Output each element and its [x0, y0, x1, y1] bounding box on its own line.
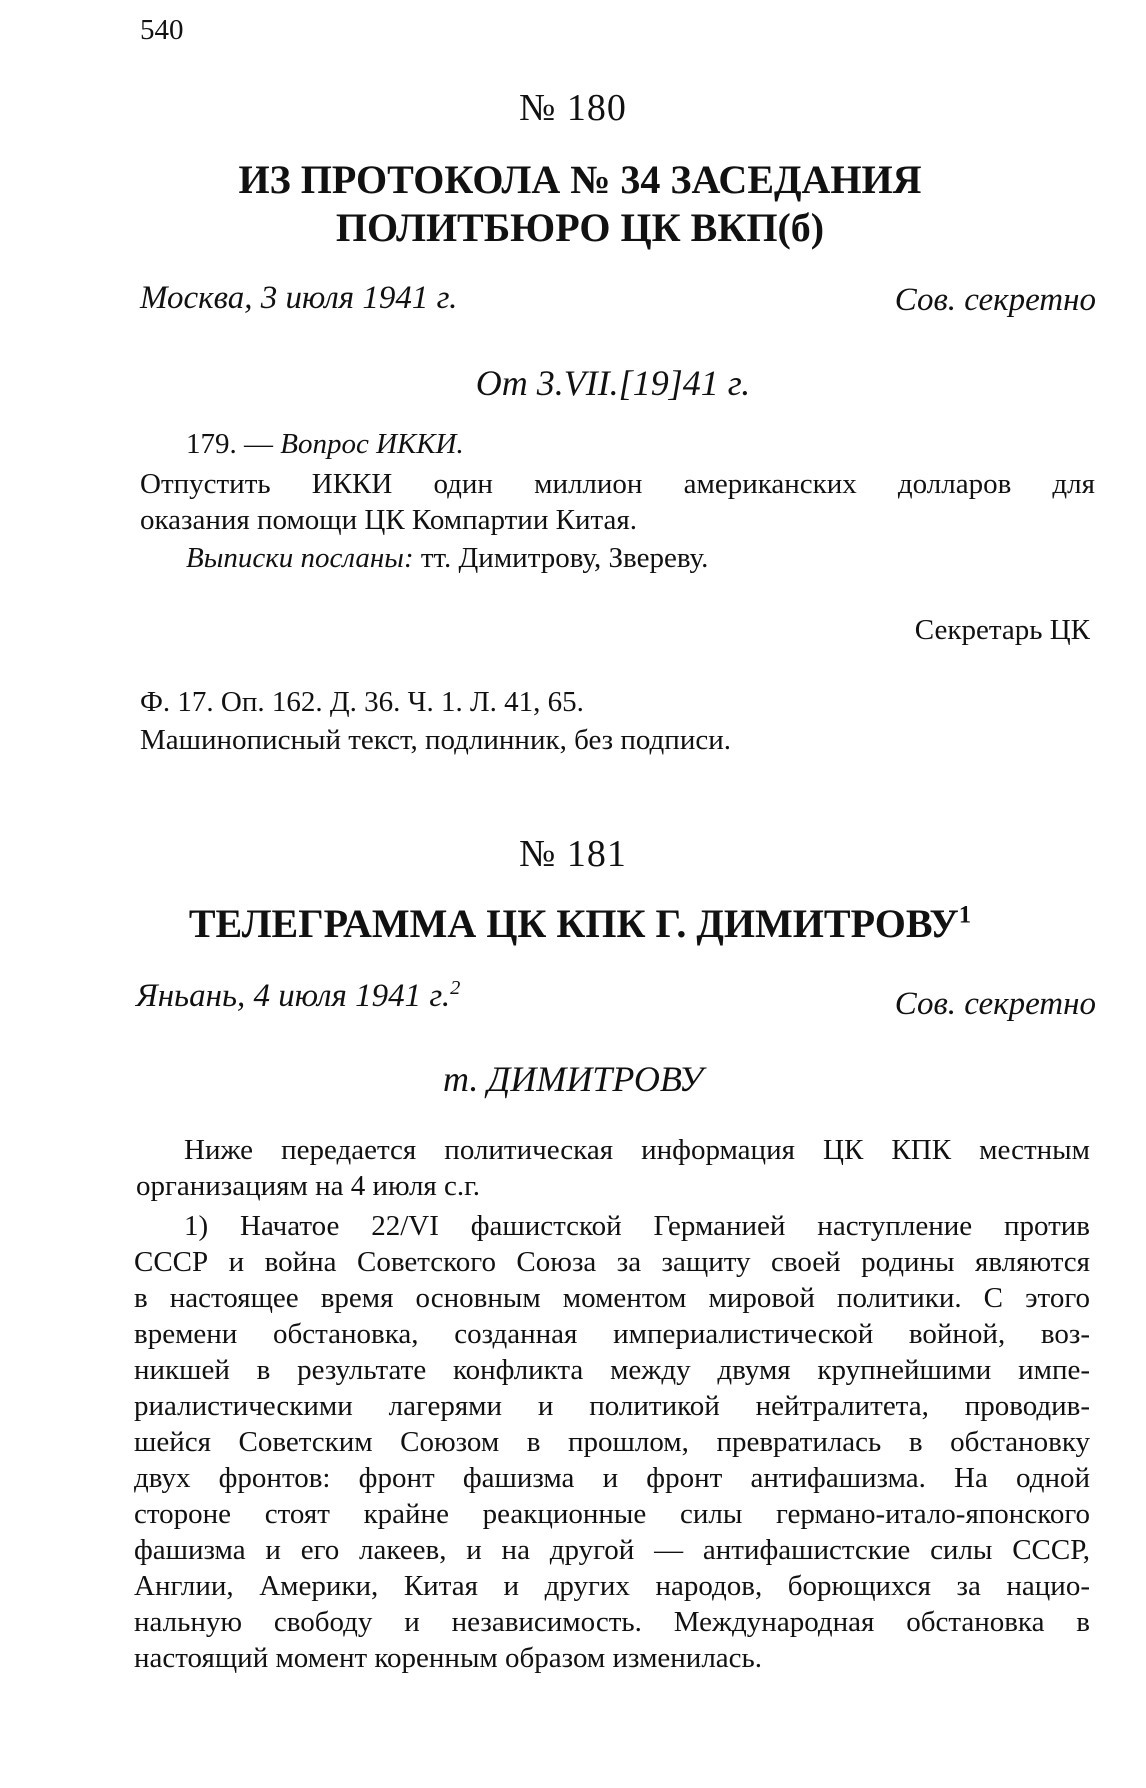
doc-181-para-line: настоящий момент коренным образом изменилась. — [134, 1642, 763, 1674]
doc-181-para-line: в настоящее время основным моментом мировой политики. С этого — [134, 1282, 1090, 1314]
doc-181-place-date-text: Яньань, 4 июля 1941 г. — [136, 978, 451, 1014]
doc-181-para-line: СССР и война Советского Союза за защиту своей родины являются — [134, 1246, 1090, 1278]
doc-181-place-date — [136, 978, 460, 1015]
doc-180-item — [186, 428, 464, 461]
doc-181-para-line: шейся Советским Союзом в прошлом, превратилась в обстановку — [134, 1426, 1090, 1458]
doc-181-para-line: 1) Начатое 22/VI фашистской Германией наступление против — [184, 1210, 1090, 1242]
doc-181-intro-line-1: Ниже передается политическая информация ЦК КПК местным — [184, 1134, 1090, 1166]
doc-180-extracts-recipients: тт. Димитрову, Звереву. — [413, 542, 709, 574]
doc-181-title — [60, 900, 1100, 948]
doc-180-extracts-label: Выписки посланы: — [186, 542, 414, 574]
doc-180-title-line-1: ИЗ ПРОТОКОЛА № 34 ЗАСЕДАНИЯ — [238, 157, 922, 202]
doc-181-number: № 181 — [519, 833, 627, 875]
doc-180-decision-line-1: Отпустить ИККИ один миллион американских долларов для — [140, 468, 1095, 500]
doc-180-extracts — [186, 542, 708, 575]
doc-181-classification: Сов. секретно — [894, 986, 1096, 1022]
doc-181-para-line: риалистическими лагерями и политикой нейтралитета, проводив- — [134, 1390, 1090, 1422]
doc-181-addressee: т. ДИМИТРОВУ — [442, 1059, 703, 1099]
doc-180-archive-ref: Ф. 17. Оп. 162. Д. 36. Ч. 1. Л. 41, 65. — [140, 686, 584, 718]
doc-181-para-line: стороне стоят крайне реакционные силы германо-итало-японского — [134, 1498, 1090, 1530]
doc-181-para-line: Англии, Америки, Китая и других народов, борющихся за нацио- — [134, 1570, 1090, 1602]
doc-181-intro-line-2: организациям на 4 июля с.г. — [136, 1170, 481, 1202]
doc-180-signature: Секретарь ЦК — [914, 614, 1090, 646]
doc-180-item-topic: Вопрос ИККИ. — [280, 428, 464, 460]
doc-180-place-date: Москва, 3 июля 1941 г. — [140, 280, 458, 316]
doc-181-para-line: фашизма и его лакеев, и на другой — антифашистские силы СССР, — [134, 1534, 1090, 1566]
page-number: 540 — [140, 14, 184, 46]
doc-181-para-line: нальную свободу и независимость. Международная обстановка в — [134, 1606, 1090, 1638]
doc-180-decision-line-2: оказания помощи ЦК Компартии Китая. — [140, 504, 637, 536]
doc-181-para-line: двух фронтов: фронт фашизма и фронт антифашизма. На одной — [134, 1462, 1090, 1494]
doc-180-date-line: От 3.VII.[19]41 г. — [475, 363, 751, 403]
doc-181-para-line: никшей в результате конфликта между двумя крупнейшими импе- — [134, 1354, 1090, 1386]
doc-181-para-line: времени обстановка, созданная империалистической войной, воз- — [134, 1318, 1090, 1350]
doc-180-title-line-2: ПОЛИТБЮРО ЦК ВКП(б) — [335, 205, 825, 250]
doc-181-title-text: ТЕЛЕГРАММА ЦК КПК Г. ДИМИТРОВУ — [188, 901, 959, 946]
doc-180-item-number: 179. — — [186, 428, 281, 460]
doc-181-title-footnote: 1 — [958, 901, 972, 929]
doc-180-classification: Сов. секретно — [894, 282, 1096, 318]
doc-180-number: № 180 — [519, 87, 627, 129]
doc-181-place-date-footnote: 2 — [450, 977, 461, 999]
doc-180-source-note: Машинописный текст, подлинник, без подписи. — [140, 724, 731, 756]
